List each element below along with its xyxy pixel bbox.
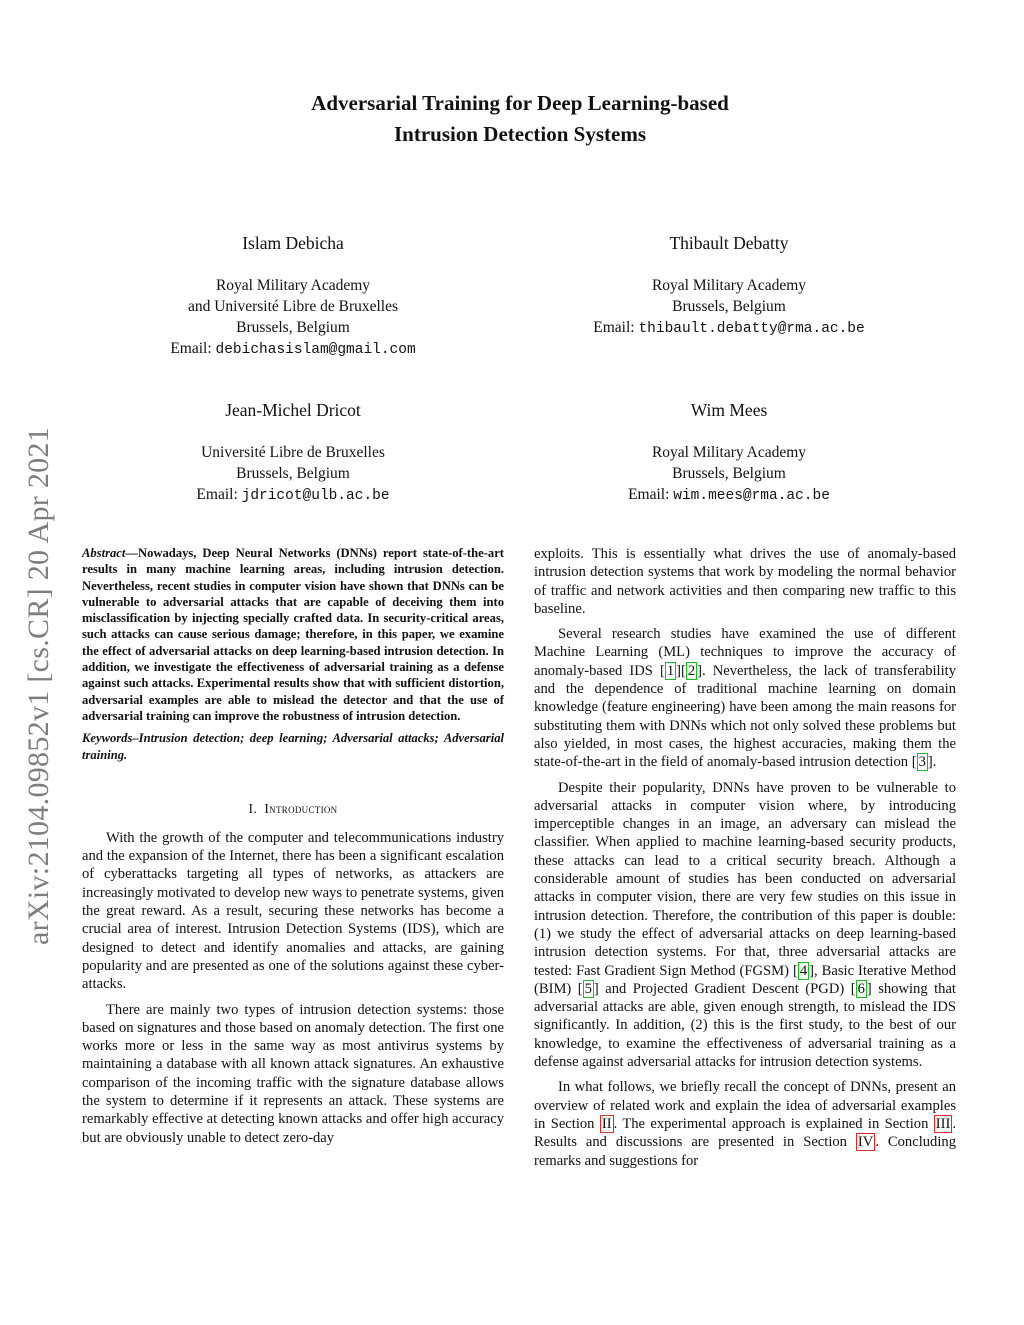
- text-run: Despite their popularity, DNNs have proven to be vulnerable to adversarial attacks in computer vision where, by introducing imperceptible changes in an image, an adversary can mislead the classifier. When applied to machine learning-based security products, these attacks can lead to a critical security breach. Although a considerable amount of studies has been conducted on adversarial attacks in computer vision, there are very few studies on this issue in intrusion detection. Therefore, the contribution of this paper is double: (1) we study the effect of adversarial attacks on deep learning-based intrusion detection systems. For that, three adversarial attacks are tested: Fast Gradient Sign Method (FGSM): [534, 779, 956, 979]
- section-link[interactable]: III: [935, 1115, 951, 1132]
- keywords: Keywords–Intrusion detection; deep learning; Adversarial attacks; Adversarial training.: [82, 731, 504, 762]
- author-block: [83, 233, 503, 361]
- citation-link[interactable]: 6: [857, 980, 865, 997]
- citation-link[interactable]: 3: [918, 754, 926, 771]
- section-link[interactable]: II: [601, 1115, 612, 1132]
- section-title: Introduction: [264, 800, 338, 816]
- author-name: Islam Debicha: [242, 233, 344, 253]
- author-affiliation-line: Royal Military Academy: [651, 444, 807, 461]
- text-run: , Basic Iterative Method (BIM): [534, 962, 956, 997]
- text-run: . Results and discussions are presented in Section: [534, 1115, 956, 1151]
- text-run: showing that adversarial attacks are able, given enough strength, to mislead the IDS significantly. In addition, (2) this is the first study, to the best of our knowledge, to examine the effectiveness of adversarial training as a defense against adversarial attacks for intrusion detection systems.: [534, 980, 956, 1071]
- arxiv-id-text: arXiv:2104.09852v1 [cs.CR] 20 Apr 2021: [22, 426, 55, 945]
- text-run: . Nevertheless, the lack of transferability and the dependence of traditional machine learning on domain knowledge (feature engineering) have been among the main reasons for substituting them with DNNs which not only solved these problems but also yielded, in most cases, the highest accuracies, making them the state-of-the-art in the field of anomaly-based intrusion detection: [534, 662, 957, 771]
- email-label: Email:: [170, 340, 212, 357]
- author-affiliation-line: Royal Military Academy: [651, 277, 807, 294]
- paper-title: [140, 88, 900, 150]
- citation-link[interactable]: 2: [687, 662, 696, 679]
- author-affiliation-line: Brussels, Belgium: [236, 465, 350, 482]
- abstract-text: —Nowadays, Deep Neural Networks (DNNs) report state-of-the-art results in many machine learning areas, including intrusion detection. Nevertheless, recent studies in computer vision have shown that DNNs can be vulnerable to adversarial attacks that are capable of deceiving them into misclassification by injecting specially crafted data. In security-critical areas, such attacks can cause serious damage; therefore, in this paper, we examine the effect of adversarial attacks on deep learning-based intrusion detection. In addition, we investigate the effectiveness of adversarial training as a defense against such attacks. Experimental results show that with sufficient distortion, adversarial examples are able to mislead the detector and that the use of adversarial training can improve the robustness of intrusion detection.: [82, 546, 504, 723]
- author-email-line: [519, 317, 939, 340]
- paragraph: With the growth of the computer and telecommunications industry and the expansion of the Internet, there has been a significant escalation of cyberattacks targeting all types of networks, as attackers are increasingly motivated to develop new ways to penetrate systems, given the great reward. As a result, securing these networks has become a crucial area of interest. Intrusion Detection Systems (IDS), which are designed to detect and identify anomalies and attacks, are gaining popularity and are presented as one of the solutions against these cyber-attacks.: [82, 829, 504, 993]
- citation-link[interactable]: 5: [584, 980, 592, 997]
- text-run: .: [932, 754, 937, 771]
- author-affiliation-line: Royal Military Academy: [215, 277, 371, 294]
- author-name: Thibault Debatty: [669, 233, 789, 253]
- text-run: . Concluding remarks and suggestions for: [534, 1134, 956, 1169]
- paragraph: There are mainly two types of intrusion detection systems: those based on signatures and those based on anomaly detection. The first one works more or less in the same way as most antivirus systems by maintaining a database with all known attack signatures. An exhaustive comparison of the incoming traffic with the signature database allows the system to determine if it represents an attack. These systems are remarkably effective at detecting known attacks and offer high accuracy but are obviously unable to detect zero-day: [82, 1001, 504, 1146]
- abstract-label: Abstract: [82, 546, 126, 560]
- author-affiliation-line: Brussels, Belgium: [672, 298, 786, 315]
- citation-link[interactable]: 4: [799, 962, 808, 979]
- author-email-line: [83, 338, 503, 361]
- author-block: [83, 400, 503, 507]
- email-label: Email:: [196, 486, 238, 503]
- author-affiliation-line: Brussels, Belgium: [236, 319, 350, 336]
- section-heading: [82, 801, 504, 817]
- paragraph: exploits. This is essentially what drives the use of anomaly-based intrusion detection systems that work by modeling the normal behavior of traffic and network activities and then comparing new traffic to this baseline.: [534, 546, 956, 617]
- text-run: In what follows, we briefly recall the concept of DNNs, present an overview of related work and explain the idea of adversarial examples in Section: [534, 1079, 956, 1132]
- text-run: Several research studies have examined the use of different Machine Learning (ML) techniques to improve the accuracy of anomaly-based IDS: [534, 626, 956, 679]
- section-number: I.: [248, 800, 258, 816]
- author-email[interactable]: wim.mees@rma.ac.be: [673, 488, 830, 504]
- author-block: [519, 233, 939, 340]
- author-name: Wim Mees: [690, 400, 768, 420]
- email-label: Email:: [628, 486, 670, 503]
- author-name: Jean-Michel Dricot: [225, 400, 361, 420]
- text-run: . The experimental approach is explained in Section: [613, 1115, 934, 1132]
- author-email-line: [83, 484, 503, 507]
- text-run: and Projected Gradient Descent (PGD): [598, 980, 851, 997]
- author-affiliation-line: Brussels, Belgium: [672, 465, 786, 482]
- section-link[interactable]: IV: [857, 1134, 874, 1151]
- title-line-1: Adversarial Training for Deep Learning-based: [311, 91, 729, 115]
- author-email[interactable]: thibault.debatty@rma.ac.be: [638, 321, 865, 337]
- paragraph: Several research studies have examined the use of different Machine Learning (ML) techniques to improve the accuracy of anomaly-based IDS [ 1 ][ 2 ]. Nevertheless, the lack of transferability and the dependence of traditional machine learning on domain knowledge (feature engineering) have been among the main reasons for substituting them with DNNs which not only solved these problems but also yielded, in most cases, the highest accuracies, making them the state-of-the-art in the field of anomaly-based intrusion detection [ 3 ].: [534, 626, 957, 771]
- paragraph: [534, 1078, 956, 1169]
- right-column: [534, 545, 956, 1177]
- left-column: [82, 545, 504, 1154]
- author-email[interactable]: jdricot@ulb.ac.be: [241, 488, 390, 504]
- title-line-2: Intrusion Detection Systems: [394, 122, 646, 146]
- email-label: Email:: [593, 319, 635, 336]
- author-affiliation-line: Université Libre de Bruxelles: [201, 444, 385, 461]
- author-email[interactable]: debichasislam@gmail.com: [215, 342, 416, 358]
- paragraph: Despite their popularity, DNNs have proven to be vulnerable to adversarial attacks in computer vision where, by introducing imperceptible changes in an image, an adversary can mislead the classifier. When applied to machine learning-based security products, these attacks can lead to a critical security breach. Although a considerable amount of studies has been conducted on adversarial attacks in computer vision, there are very few studies on this issue in intrusion detection. Therefore, the contribution of this paper is double: (1) we study the effect of adversarial attacks on deep learning-based intrusion detection systems. For that, three adversarial attacks are tested: Fast Gradient Sign Method (FGSM) [ 4 ], Basic Iterative Method (BIM) [ 5 ] and Projected Gradient Descent (PGD) [ 6 ] showing that adversarial attacks are able, given enough strength, to mislead the IDS significantly. In addition, (2) this is the first study, to the best of our knowledge, to examine the effectiveness of adversarial training as a defense against adversarial attacks for intrusion detection systems.: [534, 779, 956, 1071]
- author-affiliation-line: and Université Libre de Bruxelles: [187, 298, 399, 315]
- abstract: [82, 545, 504, 724]
- citation-link[interactable]: 1: [666, 662, 675, 679]
- author-email-line: [519, 484, 939, 507]
- author-block: [519, 400, 939, 507]
